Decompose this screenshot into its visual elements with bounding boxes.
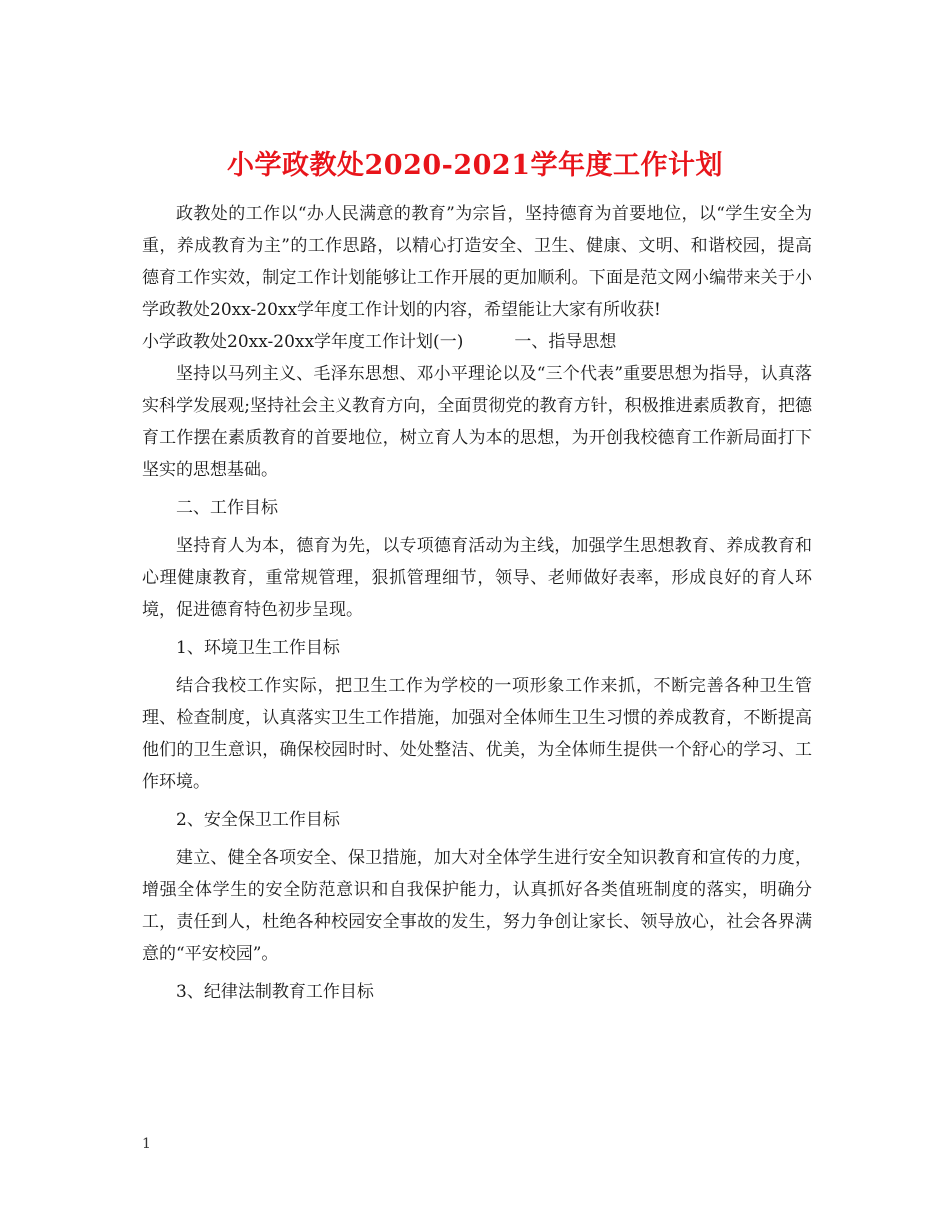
document-title: 小学政教处2020-2021学年度工作计划 xyxy=(227,150,723,182)
subheading-safety-security: 2、安全保卫工作目标 xyxy=(176,810,340,830)
work-goals-paragraph: 坚持育人为本，德育为先，以专项德育活动为主线，加强学生思想教育、养成教育和心理健康教育，重常规管理，狠抓管理细节，领导、老师做好表率，形成良好的育人环境，促进德育特色初步呈现。 xyxy=(142,536,812,620)
environment-hygiene-paragraph: 结合我校工作实际，把卫生工作为学校的一项形象工作来抓，不断完善各种卫生管理、检查制度，认真落实卫生工作措施，加强对全体师生卫生习惯的养成教育，不断提高他们的卫生意识，确保校园时时、处处整洁、优美，为全体师生提供一个舒心的学习、工作环境。 xyxy=(142,676,812,792)
subheading-environment-hygiene: 1、环境卫生工作目标 xyxy=(176,638,340,658)
guiding-thought-paragraph: 坚持以马列主义、毛泽东思想、邓小平理论以及“三个代表”重要思想为指导，认真落实科学发展观;坚持社会主义教育方向，全面贯彻党的教育方针，积极推进素质教育，把德育工作摆在素质教育的首要地位，树立育人为本的思想，为开创我校德育工作新局面打下坚实的思想基础。 xyxy=(142,364,812,480)
document-body xyxy=(142,198,812,1008)
plan-heading-line: 小学政教处20xx-20xx学年度工作计划(一) 一、指导思想 xyxy=(142,332,617,352)
intro-paragraph: 政教处的工作以“办人民满意的教育”为宗旨，坚持德育为首要地位，以“学生安全为重，养成教育为主”的工作思路，以精心打造安全、卫生、健康、文明、和谐校园，提高德育工作实效，制定工作计划能够让工作开展的更加顺利。下面是范文网小编带来关于小学政教处20xx-20xx学年度工作计划的内容，希望能让大家有所收获! xyxy=(142,204,812,320)
subheading-discipline-law: 3、纪律法制教育工作目标 xyxy=(176,982,374,1002)
page-number: 1 xyxy=(142,1136,151,1152)
safety-security-paragraph: 建立、健全各项安全、保卫措施，加大对全体学生进行安全知识教育和宣传的力度，增强全体学生的安全防范意识和自我保护能力，认真抓好各类值班制度的落实，明确分工，责任到人，杜绝各种校园安全事故的发生，努力争创让家长、领导放心，社会各界满意的“平安校园”。 xyxy=(142,848,812,964)
section-heading-work-goals: 二、工作目标 xyxy=(176,498,278,518)
